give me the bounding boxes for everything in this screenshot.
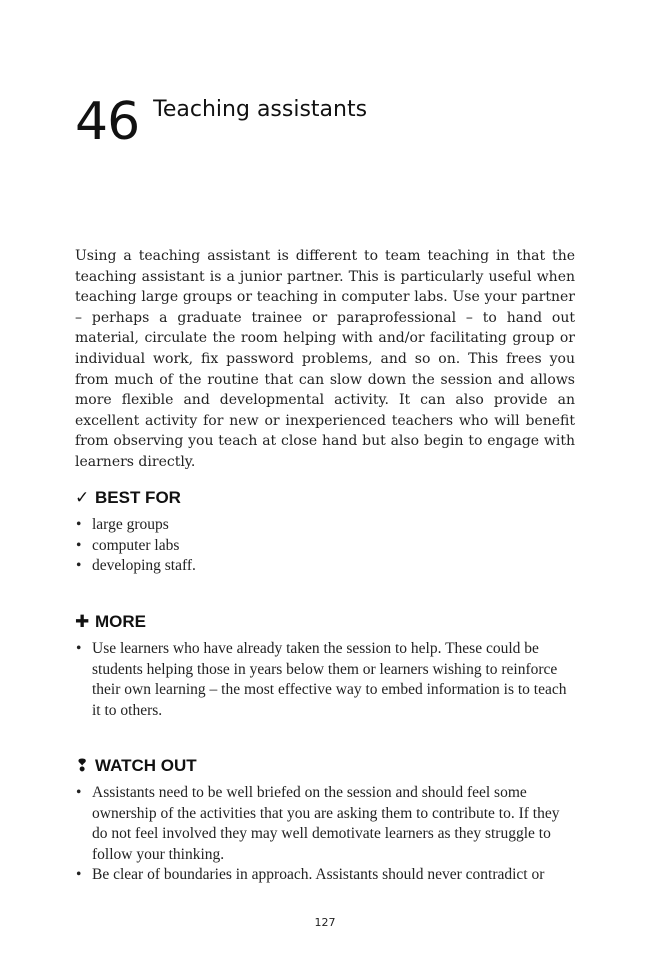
list-item bbox=[75, 556, 575, 577]
bullet-icon: • bbox=[76, 557, 82, 575]
section-best-for bbox=[75, 487, 575, 577]
bullet-icon: • bbox=[76, 536, 82, 554]
bullet-list bbox=[75, 783, 575, 886]
page-number: 127 bbox=[314, 916, 336, 929]
list-item-text: developing staff. bbox=[92, 557, 196, 575]
chapter-header bbox=[75, 92, 367, 152]
list-item bbox=[75, 536, 575, 557]
plus-icon: ✚ bbox=[75, 612, 90, 632]
list-item bbox=[75, 515, 575, 536]
section-heading-more bbox=[75, 611, 575, 633]
bullet-list bbox=[75, 515, 575, 577]
section-heading-label: BEST FOR bbox=[95, 488, 181, 507]
list-item-text: Use learners who have already taken the session to help. These could be students helping those in years below them or learners wishing to reinforce their own learning – the most effective way to embed information is to teach it to others. bbox=[92, 640, 567, 719]
section-watch-out bbox=[75, 755, 575, 886]
bullet-list bbox=[75, 639, 575, 721]
section-more bbox=[75, 611, 575, 721]
section-heading-watch-out bbox=[75, 755, 575, 777]
bullet-icon: • bbox=[76, 784, 82, 801]
list-item-text: Assistants need to be well briefed on the session and should feel some ownership of the activities that you are asking them to contribute to. If they do not feel involved they may well demotivate learners as they struggle to follow your thinking. bbox=[92, 784, 560, 863]
section-heading-label: MORE bbox=[95, 612, 146, 631]
list-item-text: Be clear of boundaries in approach. Assistants should never contradict or bbox=[92, 866, 545, 884]
bullet-icon: • bbox=[76, 516, 82, 533]
bullet-icon: • bbox=[76, 866, 82, 884]
list-item bbox=[75, 639, 575, 721]
chapter-title: Teaching assistants bbox=[153, 97, 368, 122]
chapter-number: 46 bbox=[75, 92, 140, 152]
bullet-icon: • bbox=[76, 640, 82, 657]
list-item-text: large groups bbox=[92, 516, 169, 533]
list-item bbox=[75, 783, 575, 865]
list-item bbox=[75, 865, 575, 886]
warning-icon: ❢ bbox=[75, 756, 90, 776]
section-heading-label: WATCH OUT bbox=[95, 756, 197, 775]
checkmark-icon: ✓ bbox=[75, 488, 90, 508]
list-item-text: computer labs bbox=[92, 536, 180, 554]
section-heading-best-for bbox=[75, 487, 575, 509]
intro-paragraph: Using a teaching assistant is different to team teaching in that the teaching assistant is a junior partner. This is particularly useful when teaching large groups or teaching in computer labs. Use your partner – perhaps a graduate trainee or paraprofessional – to hand out material, circulate the room helping with and/or facilitating group or individual work, fix password problems, and so on. This frees you from much of the routine that can slow down the session and allows more flexible and developmental activity. It can also provide an excellent activity for new or inexperienced teachers who will benefit from observing you teach at close hand but also begin to engage with learners directly. bbox=[75, 248, 575, 470]
